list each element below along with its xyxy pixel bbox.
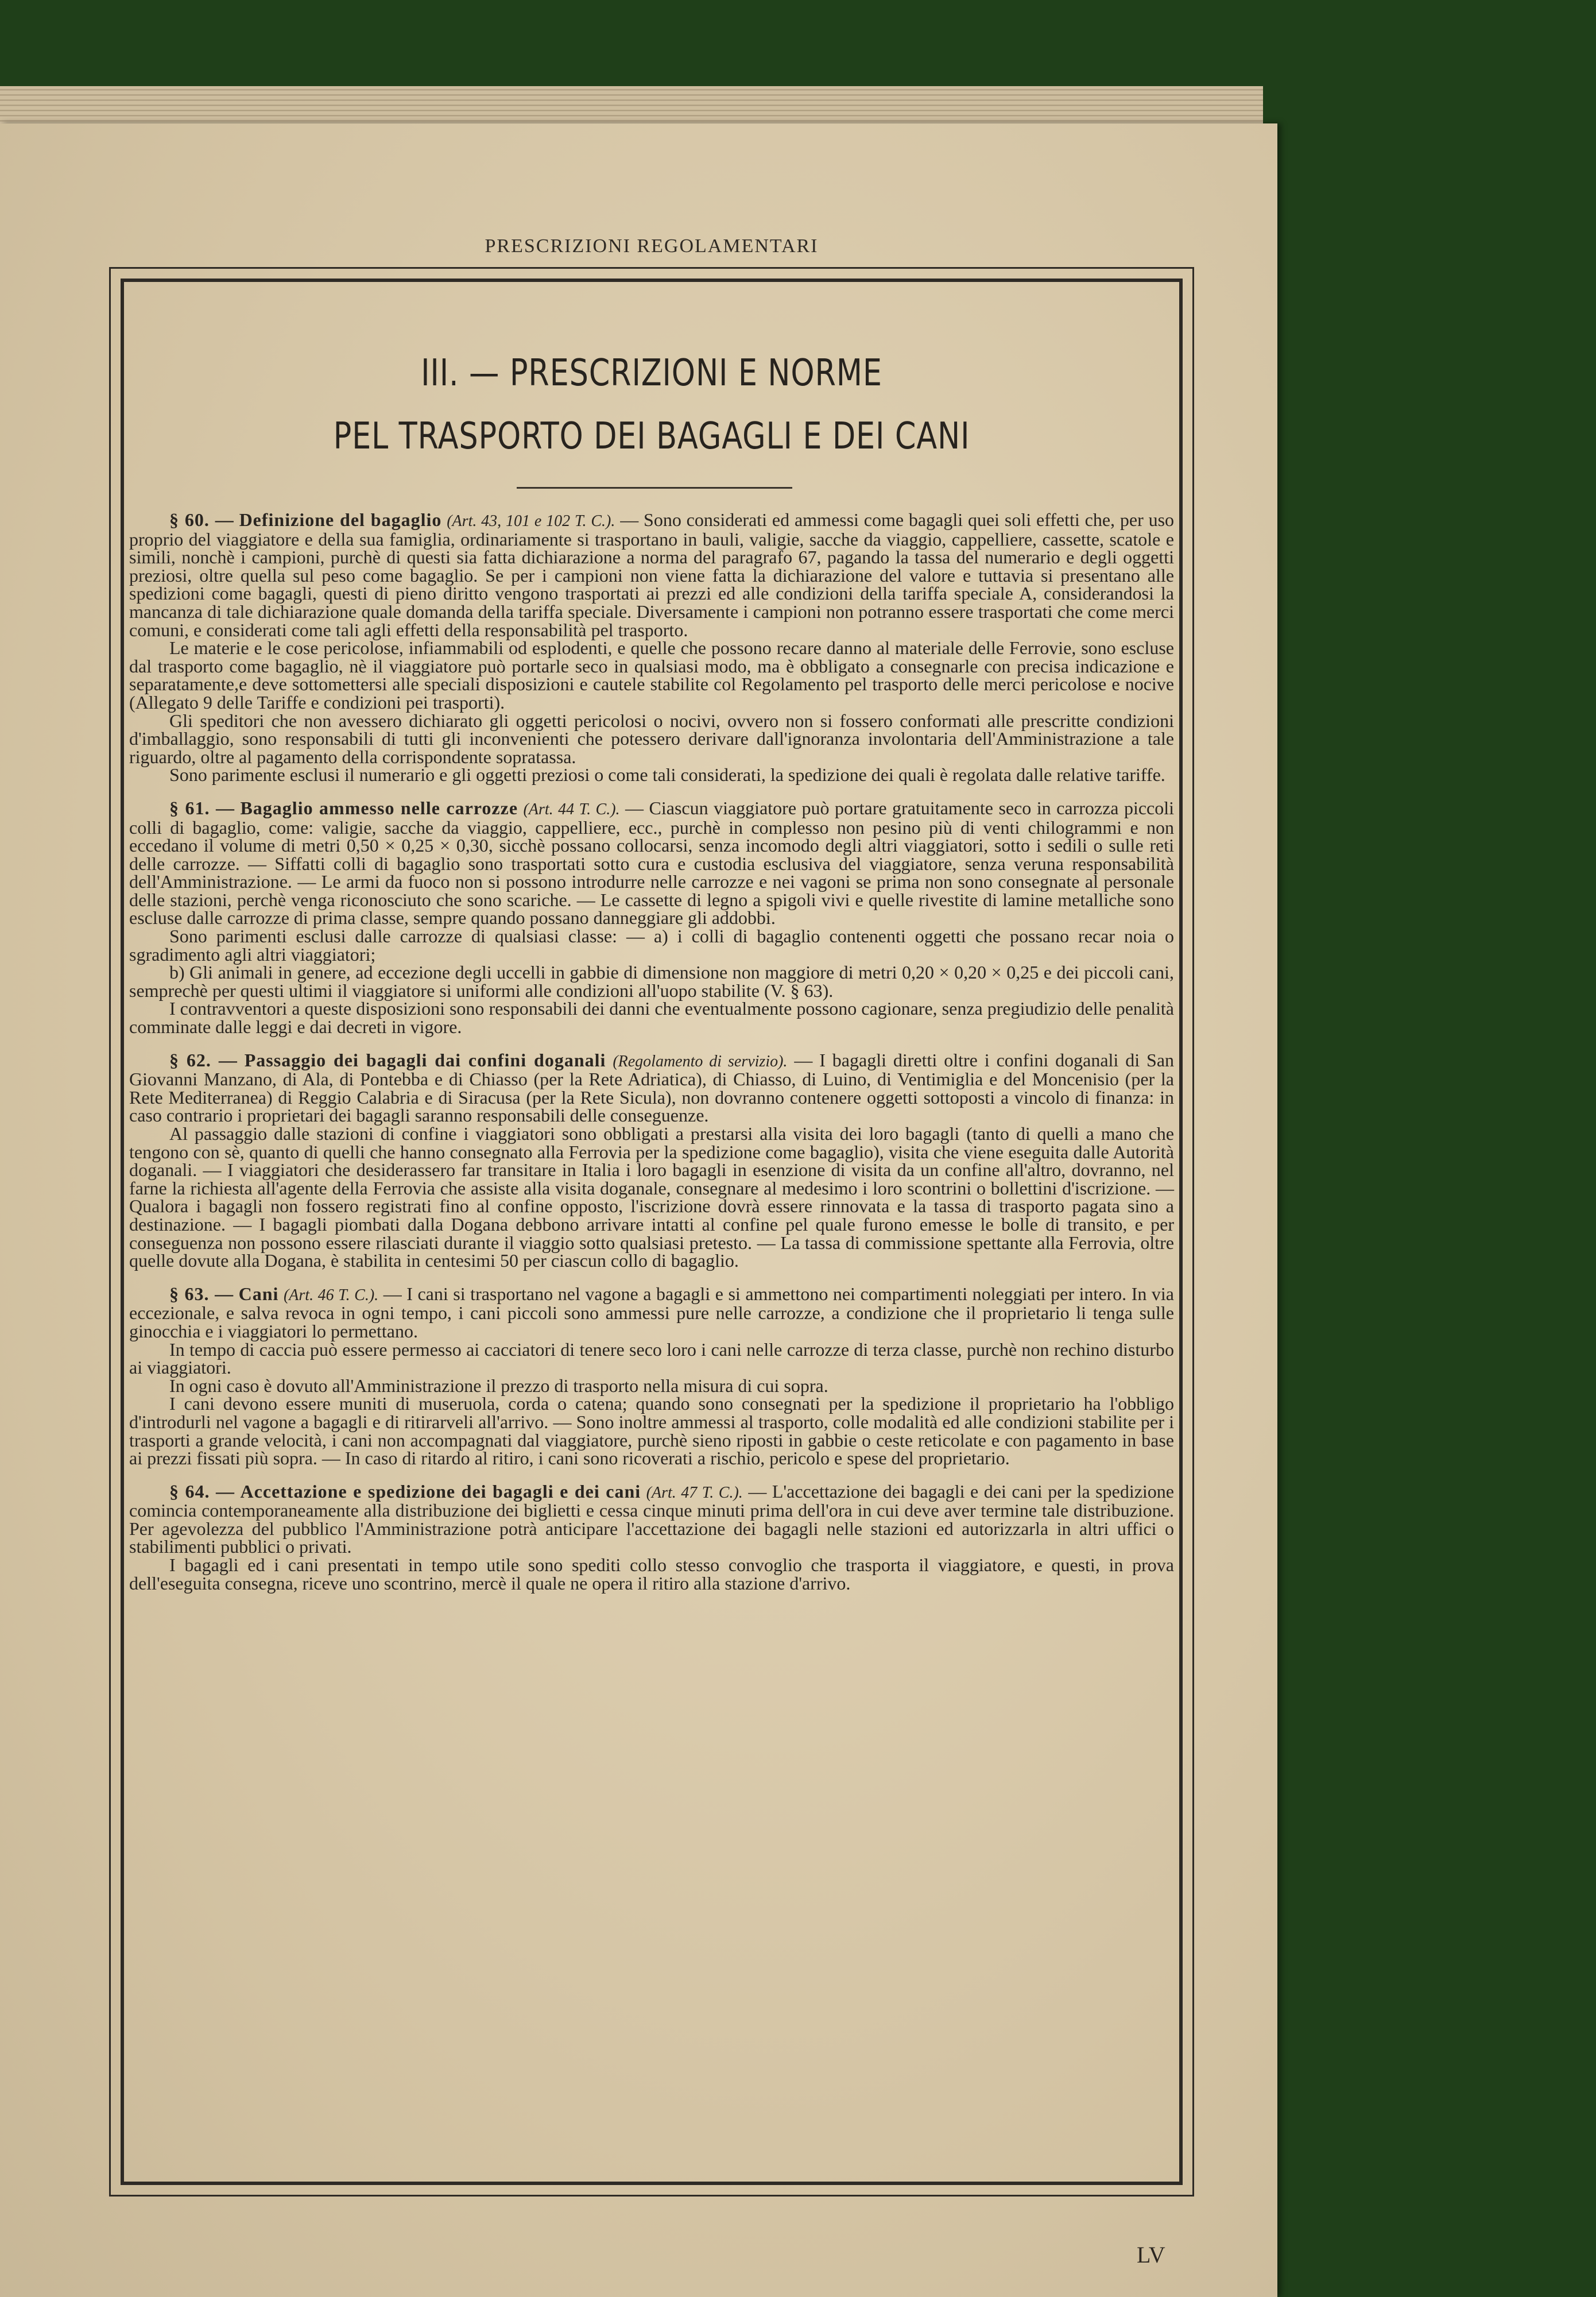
- section-heading: Cani: [238, 1283, 279, 1304]
- section-reference: (Art. 47 T. C.).: [646, 1483, 743, 1502]
- section-64: [129, 1480, 1175, 1557]
- paragraph: I bagagli ed i cani presentati in tempo utile sono spediti collo stesso convoglio che trasporta il viaggiatore, e questi, in prova dell'eseguita consegna, riceve uno scontrino, mercè il quale ne opera il ritiro alla stazione d'arrivo.: [129, 1554, 1174, 1594]
- chapter-title: [226, 342, 1078, 468]
- section-text: — I bagagli diretti oltre i confini doganali di San Giovanni Manzano, di Ala, di Pontebba e di Chiasso (per la Rete Adriatica), di Chiasso, di Luino, di Ventimiglia e del Moncenisio (per la Rete Mediterranea) di Reggio Calabria e di Siracusa (per la Rete Sicula), non dovranno contenere oggetti sottoposti a vincolo di finanza: in caso contrario i proprietari dei bagagli saranno responsabili delle conseguenze.: [129, 1049, 1175, 1126]
- title-divider: [517, 487, 792, 489]
- section-reference: (Art. 46 T. C.).: [283, 1286, 379, 1304]
- section-heading: Bagaglio ammesso nelle carrozze: [240, 797, 518, 818]
- paragraph: I cani devono essere muniti di museruola, corda o catena; quando sono consegnati per la spedizione il proprietario ha l'obbligo d'introdurli nel vagone a bagagli e di ritirarveli all'arrivo. — Sono inoltre ammessi al trasporto, colle modalità ed alle condizioni stabilite per i trasporti a grande velocità, i cani non accompagnati dal viaggiatore, purchè sieno riposti in gabbie o ceste reticolate e con pagamento in base ai prezzi fissati più sopra. — In caso di ritardo al ritiro, i cani sono ricoverati a rischio, pericolo e spese del proprietario.: [129, 1393, 1174, 1469]
- chapter-title-line-1: III. — PRESCRIZIONI E NORME: [421, 352, 882, 395]
- section-61: [129, 799, 1174, 927]
- section-heading: Passaggio dei bagagli dai confini doganali: [244, 1049, 606, 1070]
- section-number: § 61. —: [169, 797, 235, 818]
- section-text: — Sono considerati ed ammessi come bagagli quei soli effetti che, per uso proprio del viaggiatore e della sua famiglia, ordinariamente si trasportano in bauli, valigie, sacche da viaggio, cappelliere, cassette, scatole e simili, nonchè i campioni, purchè di questi sia fatta dichiarazione a norma del paragrafo 67, pagando la tassa del numerario e degli oggetti preziosi, oltre quella sul peso come bagaglio. Se per i campioni non viene fatta la dichiarazione del valore e tuttavia si presentano alle spedizioni come bagagli, questi di pieno diritto vengono trasportati ai prezzi ed alle condizioni della tariffa speciale A, considerandosi la mancanza di tale dichiarazione quale domanda della tariffa speciale. Diversamente i campioni non potranno essere trasportati che come merci comuni, e considerati come tali agli effetti della responsabilità pel trasporto.: [129, 509, 1175, 640]
- running-head: PRESCRIZIONI REGOLAMENTARI: [485, 235, 819, 257]
- paragraph: Al passaggio dalle stazioni di confine i viaggiatori sono obbligati a prestarsi alla visita dei loro bagagli (tanto di quelli a mano che tengono con sè, quanto di quelli che hanno consegnato alla Ferrovia per la spedizione come bagaglio), visita che viene eseguita dalle Autorità doganali. — I viaggiatori che desiderassero far transitare in Italia i loro bagagli in esenzione di visita da un confine all'altro, dovranno, nel farne la richiesta all'agente della Ferrovia che assiste alla visita doganale, consegnare al medesimo i loro scontrini o bollettini d'iscrizione. — Qualora i bagagli non fossero registrati fino al confine opposto, l'iscrizione dovrà essere rinnovata e la tassa di trasporto pagata sino a destinazione. — I bagagli piombati dalla Dogana debbono arrivare intatti al confine pel quale furono emesse le bolle di transito, e per conseguenza non possono essere rilasciati durante il viaggio sotto qualsiasi pretesto. — La tassa di commissione spettante alla Ferrovia, oltre quelle dovute alla Dogana, è stabilita in centesimi 50 per ciascun collo di bagaglio.: [129, 1123, 1174, 1271]
- paragraph: Sono parimente esclusi il numerario e gli oggetti preziosi o come tali considerati, la spedizione dei quali è regolata dalle relative tariffe.: [169, 764, 1165, 786]
- book-page: [0, 123, 1277, 2297]
- paragraph: I contravventori a queste disposizioni sono responsabili dei danni che eventualmente possono cagionare, senza pregiudizio delle penalità comminate dalle leggi e dai decreti in vigore.: [129, 998, 1174, 1038]
- section-heading: Accettazione e spedizione dei bagagli e dei cani: [240, 1480, 641, 1502]
- paragraph: Le materie e le cose pericolose, infiammabili od esplodenti, e quelle che possono recare danno al materiale delle Ferrovie, sono escluse dal trasporto come bagaglio, nè il viaggiatore può portarle seco in qualsiasi modo, ma è obbligato a consegnarle con precisa indicazione e separatamente,e deve sottomettersi alle speciali disposizioni e cautele stabilite col Regolamento pel trasporto delle merci pericolose e nocive (Allegato 9 delle Tariffe e condizioni pei trasporti).: [129, 637, 1174, 713]
- section-number: § 63. —: [169, 1283, 234, 1304]
- page-number: LV: [1137, 2242, 1165, 2268]
- paragraph: In ogni caso è dovuto all'Amministrazione il prezzo di trasporto nella misura di cui sopra.: [169, 1375, 828, 1396]
- paragraph: Sono parimenti esclusi dalle carrozze di qualsiasi classe: — a) i colli di bagaglio contenenti oggetti che possano recar noia o sgradimento agli altri viaggiatori;: [129, 926, 1174, 965]
- section-reference: (Art. 43, 101 e 102 T. C.).: [447, 512, 615, 530]
- section-text: — L'accettazione dei bagagli e dei cani per la spedizione comincia contemporaneamente alla distribuzione dei biglietti e cessa cinque minuti prima dell'ora in cui deve aver termine tale distribuzione. Per agevolezza del pubblico l'Amministrazione potrà anticipare l'accettazione dei bagagli nelle stazioni ed autorizzarla in altri uffici o stabilimenti pubblici o privati.: [129, 1480, 1175, 1557]
- section-heading: Definizione del bagaglio: [239, 509, 442, 530]
- section-text: — Ciascun viaggiatore può portare gratuitamente seco in carrozza piccoli colli di bagaglio, come: valigie, sacche da viaggio, cappelliere, ecc., purchè in complesso non pesino più di venti chilogrammi e non eccedano il volume di metri 0,50 × 0,25 × 0,30, sicchè possano collocarsi, senza incomodo degli altri viaggiatori, sotto i sedili o sulle reti delle carrozze. — Siffatti colli di bagaglio sono trasportati sotto cura e custodia esclusiva del viaggiatore, senza veruna responsabilità dell'Amministrazione. — Le armi da fuoco non si possono introdurre nelle carrozze e nei vagoni se prima non sono consegnate al personale delle stazioni, perchè venga riconosciuto che sono scariche. — Le cassette di legno a spigoli vivi e quelle rivestite di lamine metalliche sono escluse dalle carrozze di prima classe, sempre quando possano danneggiare gli addobbi.: [129, 797, 1175, 929]
- section-60: [129, 511, 1174, 639]
- section-reference: (Regolamento di servizio).: [613, 1052, 788, 1070]
- section-number: § 64. —: [169, 1480, 235, 1502]
- paragraph: b) Gli animali in genere, ad eccezione degli uccelli in gabbie di dimensione non maggiore di metri 0,20 × 0,20 × 0,25 e dei piccoli cani, semprechè per questi ultimi il viaggiatore si uniformi alle condizioni all'uopo stabilite (V. § 63).: [129, 962, 1174, 1001]
- paragraph: Gli speditori che non avessero dichiarato gli oggetti pericolosi o nocivi, ovvero non si fossero conformati alle prescritte condizioni d'imballaggio, sono responsabili di tutti gli inconvenienti che potessero derivare dall'ignoranza involontaria dell'Amministrazione a tale riguardo, oltre al pagamento della corrispondente sopratassa.: [129, 710, 1174, 767]
- chapter-title-line-2: PEL TRASPORTO DEI BAGAGLI E DEI CANI: [333, 415, 970, 458]
- body-text: [129, 511, 1174, 1592]
- section-text: — I cani si trasportano nel vagone a bagagli e si ammettono nei compartimenti noleggiati per intero. In via eccezionale, e salva revoca in ogni tempo, i cani piccoli sono ammessi pure nelle carrozze, a condizione che il proprietario li tenga sulle ginocchia e i viaggiatori lo permettano.: [129, 1283, 1175, 1341]
- section-number: § 60. —: [169, 509, 234, 530]
- paragraph: In tempo di caccia può essere permesso ai cacciatori di tenere seco loro i cani nelle carrozze di terza classe, purchè non rechino disturbo ai viaggiatori.: [129, 1339, 1174, 1378]
- section-number: § 62. —: [169, 1049, 238, 1070]
- section-62: [129, 1051, 1174, 1125]
- section-63: [129, 1285, 1174, 1341]
- section-reference: (Art. 44 T. C.).: [523, 800, 620, 818]
